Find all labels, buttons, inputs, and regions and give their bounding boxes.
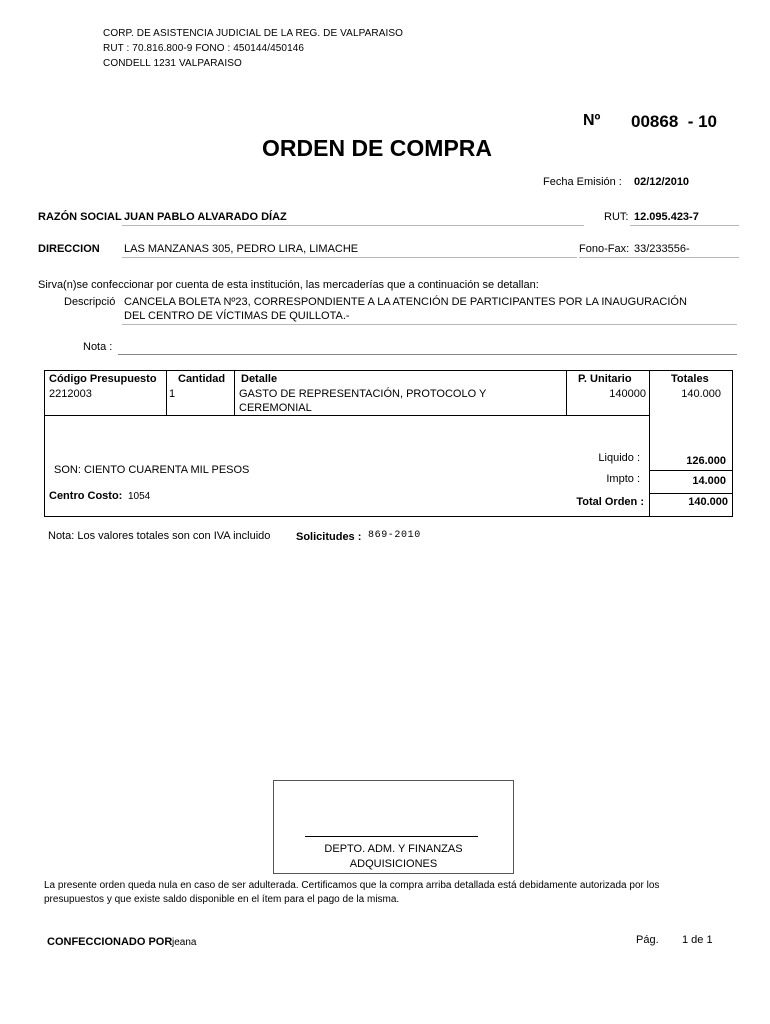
liquido-label: Liquido : [598, 452, 640, 464]
order-number-symbol: Nº [583, 112, 601, 129]
nota-label: Nota : [83, 341, 113, 353]
direccion-value: LAS MANZANAS 305, PEDRO LIRA, LIMACHE [124, 243, 359, 255]
signature-dept: DEPTO. ADM. Y FINANZAS [324, 843, 463, 855]
fono-label: Fono-Fax: [579, 243, 630, 255]
table-rule [44, 415, 649, 416]
cell-total: 140.000 [681, 388, 721, 400]
cell-detalle-line-2: CEREMONIAL [239, 402, 312, 414]
impto-label: Impto : [606, 473, 640, 485]
page-title: ORDEN DE COMPRA [262, 135, 493, 161]
solicitudes-label: Solicitudes : [296, 531, 362, 543]
centro-costo-label: Centro Costo: [49, 490, 123, 502]
col-rule [234, 370, 235, 415]
direccion-label: DIRECCION [38, 243, 100, 255]
razon-social-label: RAZÓN SOCIAL [38, 211, 122, 223]
razon-social-underline [122, 225, 584, 226]
cell-cantidad: 1 [169, 388, 176, 400]
signature-unit: ADQUISICIONES [349, 858, 438, 870]
total-orden-value: 140.000 [688, 496, 728, 508]
solicitudes-value: 869-2010 [368, 530, 421, 541]
cell-detalle-line-1: GASTO DE REPRESENTACIÓN, PROTOCOLO Y [239, 388, 487, 400]
son-amount-words: SON: CIENTO CUARENTA MIL PESOS [54, 464, 250, 476]
descripcion-label: Descripció [64, 296, 116, 308]
fono-value: 33/233556- [634, 243, 690, 255]
razon-social-value: JUAN PABLO ALVARADO DÍAZ [124, 211, 287, 223]
impto-value: 14.000 [692, 475, 726, 487]
disclaimer-line-1: La presente orden queda nula en caso de ser adulterada. Certificamos que la compra arriba detallada está debidamente autorizada por los [44, 880, 660, 891]
page-label: Pág. [636, 934, 659, 946]
col-rule [166, 370, 167, 415]
iva-note: Nota: Los valores totales son con IVA incluido [48, 530, 271, 542]
total-rule [649, 470, 733, 471]
disclaimer-line-2: presupuestos y que existe saldo disponible en el ítem para el pago de la misma. [44, 894, 400, 905]
descripcion-line-1: CANCELA BOLETA Nº23, CORRESPONDIENTE A LA ATENCIÓN DE PARTICIPANTES POR LA INAUGURACIÓN [124, 296, 687, 308]
cell-codigo: 2212003 [49, 388, 92, 400]
col-header-totales: Totales [671, 373, 709, 385]
signature-line [305, 836, 478, 837]
rut-value: 12.095.423-7 [634, 211, 699, 223]
col-header-detalle: Detalle [241, 373, 278, 385]
org-name: CORP. DE ASISTENCIA JUDICIAL DE LA REG. DE VALPARAISO [103, 28, 404, 39]
order-number: 00868 - 10 [631, 112, 718, 131]
page-number: 1 de 1 [682, 934, 713, 946]
confeccionado-label: CONFECCIONADO POR [47, 936, 173, 948]
col-rule [566, 370, 567, 415]
descripcion-line-2: DEL CENTRO DE VÍCTIMAS DE QUILLOTA.- [124, 310, 350, 322]
fono-underline [579, 257, 739, 258]
rut-label: RUT: [604, 211, 629, 223]
intro-text: Sirva(n)se confeccionar por cuenta de esta institución, las mercaderías que a continuación se detallan: [38, 279, 539, 291]
total-rule [649, 493, 733, 494]
org-rut-phone: RUT : 70.816.800-9 FONO : 450144/450146 [103, 43, 305, 54]
direccion-underline [122, 257, 577, 258]
col-header-unitario: P. Unitario [578, 373, 632, 385]
rut-underline [630, 225, 739, 226]
org-address: CONDELL 1231 VALPARAISO [103, 58, 242, 69]
fecha-label: Fecha Emisión : [543, 176, 622, 188]
col-header-codigo: Código Presupuesto [49, 373, 157, 385]
nota-underline [118, 354, 737, 355]
col-header-cantidad: Cantidad [178, 373, 226, 385]
cell-unitario: 140000 [609, 388, 646, 400]
fecha-value: 02/12/2010 [634, 176, 690, 188]
liquido-value: 126.000 [686, 455, 726, 467]
total-orden-label: Total Orden : [576, 496, 644, 508]
centro-costo-value: 1054 [128, 491, 151, 502]
descripcion-underline [122, 324, 737, 325]
confeccionado-value: jeana [172, 937, 197, 948]
